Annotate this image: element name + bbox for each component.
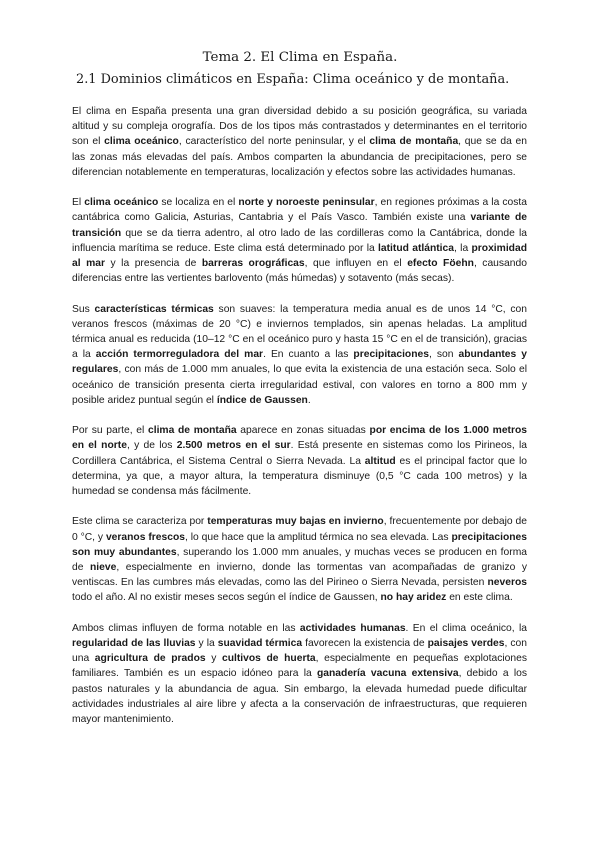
emphasized-term: clima de montaña xyxy=(147,425,237,437)
emphasized-term: proximidad al mar xyxy=(72,242,527,270)
emphasized-term: precipitaciones xyxy=(353,349,429,361)
paragraph-text: aparece en zonas situadas xyxy=(236,425,370,437)
paragraph-text: , superando los 1.000 mm anuales, y muchas veces se producen en forma de xyxy=(72,546,527,574)
paragraph-text: Sus xyxy=(72,303,95,315)
emphasized-term: variante de transición xyxy=(72,212,527,239)
emphasized-term: clima oceánico xyxy=(84,197,159,209)
emphasized-term: no hay aridez xyxy=(380,592,447,604)
paragraph-text: y xyxy=(205,653,222,665)
paragraph-text: , la xyxy=(454,242,472,254)
emphasized-term: norte y noroeste peninsular xyxy=(238,197,375,209)
paragraph-mountain-characteristics xyxy=(72,514,527,605)
paragraph-text: , y de los xyxy=(126,440,177,452)
emphasized-term: acción termorreguladora del mar xyxy=(95,349,264,361)
emphasized-term: ganadería vacuna extensiva xyxy=(317,668,459,680)
paragraph-text: Por su parte, el xyxy=(72,425,148,437)
paragraph-text: y la presencia de xyxy=(105,258,202,270)
emphasized-term: abundantes y regulares xyxy=(72,349,527,376)
paragraph-text: se localiza en el xyxy=(158,197,239,209)
emphasized-term: efecto Föehn xyxy=(407,258,474,270)
emphasized-term: actividades humanas xyxy=(299,622,406,634)
paragraph-text: , son xyxy=(428,349,459,361)
paragraph-text: son suaves: la temperatura media anual es de unos 14 °C, con veranos frescos (máximas de 20 °C) e inviernos templados, sin apenas heladas. La amplitud térmica anual es reducida (10–12 °C en el oceánico puro y hasta 15 °C en el de transición), gracias a la xyxy=(72,303,527,361)
paragraph-text: , debido a los pastos naturales y la abundancia de agua. Sin embargo, la elevada humedad puede dificultar actividades industriales al aire libre y afecta a la conservación de infraestructuras, que requieren mayor mantenimiento. xyxy=(72,668,527,726)
paragraph-text: , especialmente en pequeñas explotaciones familiares. También es un espacio idóneo para la xyxy=(72,653,527,680)
paragraph-text: , con una xyxy=(72,638,527,665)
emphasized-term: latitud atlántica xyxy=(378,242,454,254)
emphasized-term: características térmicas xyxy=(94,303,214,315)
paragraph-text: en este clima. xyxy=(446,592,513,604)
emphasized-term: nieve xyxy=(89,562,117,574)
emphasized-term: cultivos de huerta xyxy=(221,653,316,665)
emphasized-term: veranos frescos xyxy=(105,531,185,543)
emphasized-term: índice de Gaussen xyxy=(216,394,308,406)
emphasized-term: neveros xyxy=(487,577,527,589)
paragraph-text: todo el año. Al no existir meses secos según el índice de Gaussen, xyxy=(72,592,381,604)
emphasized-term: paisajes verdes xyxy=(427,638,505,650)
paragraph-text: El xyxy=(72,197,85,209)
emphasized-term: suavidad térmica xyxy=(217,638,303,650)
paragraph-text: , especialmente en invierno, donde las tormentas van acompañadas de granizo y ventiscas. En las cumbres más elevadas, como las del Pirineo o Sierra Nevada, persisten xyxy=(72,562,527,589)
paragraph-text: y la xyxy=(195,638,218,650)
paragraph-text: que se da tierra adentro, al otro lado de las cordilleras como la Cantábrica, donde la influencia marítima se reduce. Este clima está determinado por la xyxy=(72,227,527,254)
emphasized-term: clima de montaña xyxy=(369,136,459,148)
emphasized-term: 2.500 metros en el sur xyxy=(176,440,291,452)
emphasized-term: altitud xyxy=(364,455,396,467)
document-body xyxy=(72,104,527,742)
emphasized-term: por encima de los 1.000 metros en el norte xyxy=(72,425,528,452)
emphasized-term: clima oceánico xyxy=(104,136,179,148)
paragraph-human-activities xyxy=(72,621,527,727)
emphasized-term: temperaturas muy bajas en invierno xyxy=(207,516,384,528)
paragraph-intro xyxy=(72,104,527,180)
paragraph-text: . Está presente en sistemas como los Pirineos, la Cordillera Cantábrica, el Sistema Central o Sierra Nevada. La xyxy=(72,440,527,467)
section-heading: 2.1 Dominios climáticos en España: Clima oceánico y de montaña. xyxy=(76,72,510,87)
paragraph-text: , con más de 1.000 mm anuales, lo que evita la existencia de una estación seca. Solo el oceánico de transición presenta cierta irregularidad estival, con valores en torno a 800 mm y posible aridez puntual según el xyxy=(72,364,527,406)
page-title: Tema 2. El Clima en España. xyxy=(202,50,398,65)
paragraph-text: Este clima se caracteriza por xyxy=(72,516,208,528)
paragraph-text: , que influyen en el xyxy=(304,258,408,270)
paragraph-mountain-location xyxy=(72,423,527,499)
paragraph-text: . En el clima oceánico, la xyxy=(405,622,527,634)
paragraph-text: , causando diferencias entre las vertientes barlovento (más húmedas) y sotavento (más secas). xyxy=(72,258,527,285)
paragraph-oceanic-characteristics xyxy=(72,302,527,408)
paragraph-oceanic-location xyxy=(72,195,527,286)
paragraph-text: es el principal factor que lo determina, ya que, a mayor altura, la temperatura disminuye (0,5 °C cada 100 metros) y la humedad se condensa más fácilmente. xyxy=(72,455,527,498)
paragraph-text: , característico del norte peninsular, y el xyxy=(178,136,370,148)
paragraph-text: , frecuentemente por debajo de 0 °C, y xyxy=(72,516,527,543)
paragraph-text: , que se da en las zonas más elevadas del país. Ambos comparten la abundancia de precipitaciones, pero se diferencian notablemente en temperaturas, localización y efectos sobre las actividades humanas. xyxy=(72,136,528,178)
emphasized-term: barreras orográficas xyxy=(201,258,305,270)
paragraph-text: favorecen la existencia de xyxy=(302,638,428,650)
paragraph-text: . xyxy=(307,394,311,406)
paragraph-text: , en regiones próximas a la costa cantábrica como Galicia, Asturias, Cantabria y el País Vasco. También existe una xyxy=(72,197,527,224)
emphasized-term: precipitaciones son muy abundantes xyxy=(72,531,527,558)
paragraph-text: El clima en España presenta una gran diversidad debido a su posición geográfica, su variada altitud y su compleja orografía. Dos de los tipos más contrastados y determinantes en el territorio son el xyxy=(72,106,527,148)
paragraph-text: , lo que hace que la amplitud térmica no sea elevada. Las xyxy=(184,531,452,543)
paragraph-text: . En cuanto a las xyxy=(263,349,354,361)
paragraph-text: Ambos climas influyen de forma notable en las xyxy=(72,622,300,634)
emphasized-term: agricultura de prados xyxy=(94,653,206,665)
emphasized-term: regularidad de las lluvias xyxy=(72,638,196,650)
